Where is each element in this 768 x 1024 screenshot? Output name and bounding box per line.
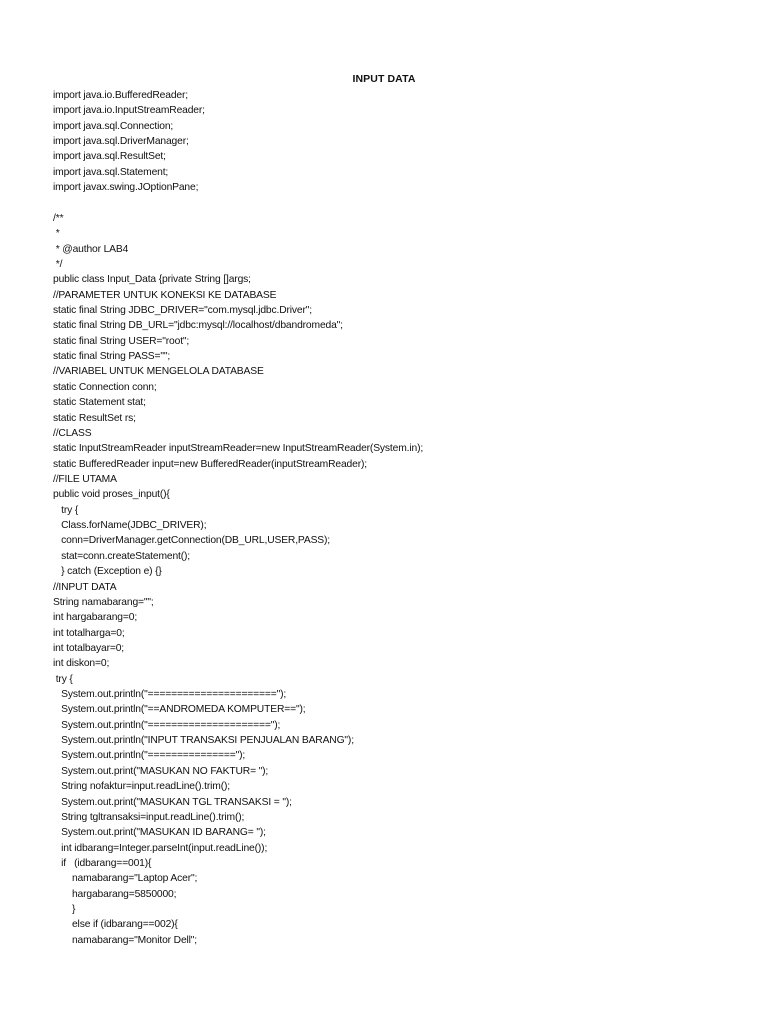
code-line: import java.sql.Connection; [53,120,174,132]
code-line: String tgltransaksi=input.readLine().trim(); [53,811,245,823]
code-line: String namabarang=""; [53,596,154,608]
code-line: import java.io.InputStreamReader; [53,105,205,117]
code-line: */ [53,258,63,270]
code-line: stat=conn.createStatement(); [53,550,191,562]
code-line: //FILE UTAMA [53,473,117,485]
code-line: static final String USER="root"; [53,335,190,347]
code-line: System.out.println("====================="); [53,719,281,731]
code-line: String nofaktur=input.readLine().trim(); [53,781,230,793]
code-line: System.out.print("MASUKAN NO FAKTUR= "); [53,765,269,777]
code-line: //CLASS [53,427,92,439]
code-line: public class Input_Data {private String []args; [53,274,251,286]
code-line: import java.io.BufferedReader; [53,90,188,101]
code-line: try { [53,673,73,685]
code-line: System.out.println("==ANDROMEDA KOMPUTER=="); [53,704,306,716]
code-line: static BufferedReader input=new BufferedReader(inputStreamReader); [53,458,367,470]
code-line: int totalbayar=0; [53,642,125,654]
code-line: * @author LAB4 [53,243,129,255]
code-line: int totalharga=0; [53,627,125,639]
code-line: System.out.print("MASUKAN ID BARANG= "); [53,827,266,839]
code-line: if (idbarang==001){ [53,857,152,869]
code-line: static Connection conn; [53,381,157,393]
code-line: System.out.print("MASUKAN TGL TRANSAKSI = "); [53,796,292,808]
code-line: hargabarang=5850000; [53,888,177,900]
code-line: try { [53,504,79,516]
code-line: import java.sql.Statement; [53,166,169,178]
code-line: * [53,228,60,240]
code-line: System.out.println("======================"); [53,689,287,701]
code-line: int hargabarang=0; [53,612,138,624]
code-line: static Statement stat; [53,397,146,409]
code-line: } catch (Exception e) {} [53,566,162,578]
code-line: /** [53,212,64,224]
code-line: namabarang="Laptop Acer"; [53,873,198,885]
code-line: System.out.println("INPUT TRANSAKSI PENJUALAN BARANG"); [53,735,354,747]
code-line: else if (idbarang==002){ [53,919,178,931]
code-line: import javax.swing.JOptionPane; [53,182,199,194]
code-line: static InputStreamReader inputStreamReader=new InputStreamReader(System.in); [53,443,424,455]
code-line: import java.sql.ResultSet; [53,151,166,163]
code-line: public void proses_input(){ [53,489,170,501]
code-line: } [53,904,76,916]
code-line: static final String PASS=""; [53,351,171,363]
code-line: static final String DB_URL="jdbc:mysql://localhost/dbandromeda"; [53,320,343,332]
document-title: INPUT DATA [352,73,416,85]
code-line [53,196,733,211]
code-line: //VARIABEL UNTUK MENGELOLA DATABASE [53,366,264,378]
code-line: static ResultSet rs; [53,412,136,424]
code-line: int idbarang=Integer.parseInt(input.readLine()); [53,842,268,854]
code-line: Class.forName(JDBC_DRIVER); [53,520,207,532]
code-line: namabarang="Monitor Dell"; [53,934,198,946]
code-line: int diskon=0; [53,658,110,670]
code-line: System.out.println("==============="); [53,750,246,762]
code-line: //PARAMETER UNTUK KONEKSI KE DATABASE [53,289,277,301]
code-line: import java.sql.DriverManager; [53,136,189,148]
code-line: static final String JDBC_DRIVER="com.mysql.jdbc.Driver"; [53,305,312,317]
code-line: conn=DriverManager.getConnection(DB_URL,USER,PASS); [53,535,331,547]
code-line: //INPUT DATA [53,581,117,593]
code-listing [53,88,733,948]
